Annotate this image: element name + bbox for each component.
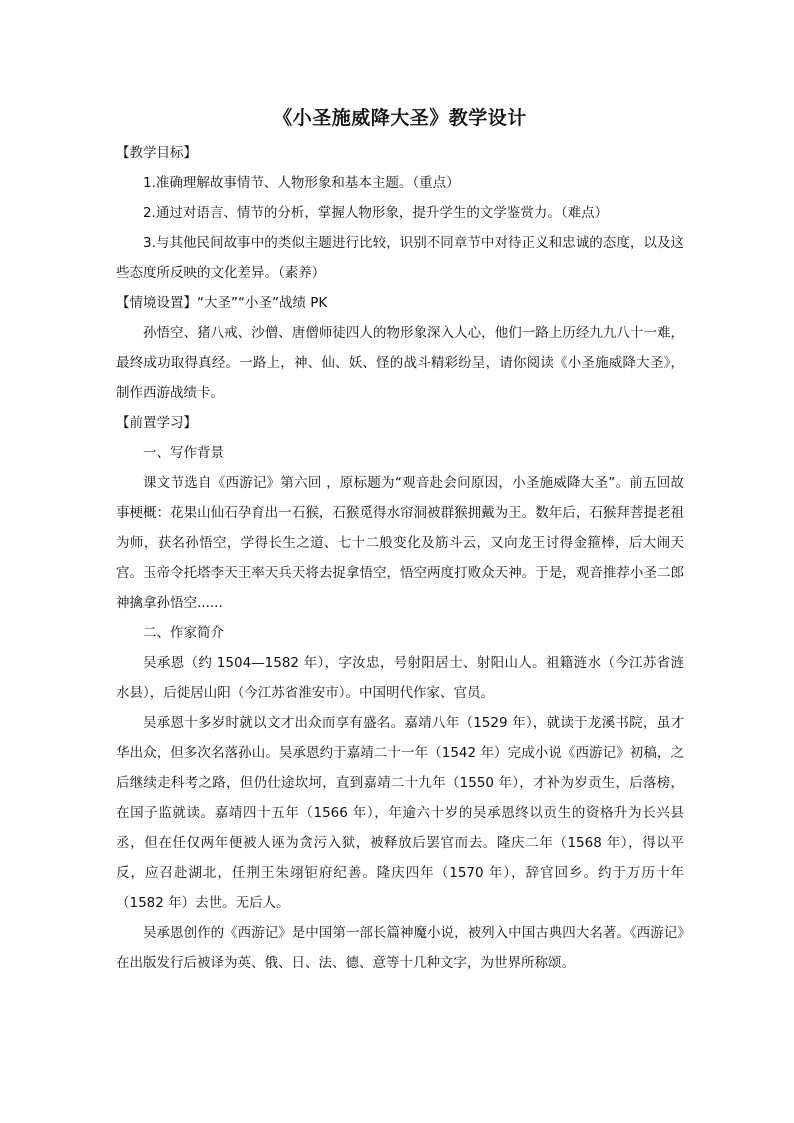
document-title: 《小圣施威降大圣》教学设计 (273, 107, 527, 129)
author-paragraph-1: 吴承恩（约 1504—1582 年），字汝忠，号射阳居士、射阳山人。祖籍涟水（今江苏省涟水县），后徙居山阳（今江苏省淮安市）。中国明代作家、官员。 (116, 655, 684, 701)
background-text: 课文节选自《西游记》第六回 ，原标题为“观音赴会问原因，小圣施威降大圣”。前五回故事梗概：花果山仙石孕育出一石猴，石猴觅得水帘洞被群猴拥戴为王。数年后，石猴拜菩提老祖为师，获名孙悟空，学得长生之道、七十二般变化及筋斗云，又向龙王讨得金箍棒，后大闹天宫。玉帝令托塔李天王率天兵天将去捉拿悟空，悟空两度打败众天神。于是，观音推荐小圣二郎神擒拿孙悟空...... (116, 475, 684, 611)
goals-heading: 【教学目标】 (116, 145, 197, 161)
goal-item-3: 3.与其他民间故事中的类似主题进行比较，识别不同章节中对待正义和忠诚的态度，以及这些态度所反映的文化差异。（素养） (116, 235, 684, 281)
scenario-heading: 【情境设置】“大圣”“小圣”战绩 PK (116, 295, 328, 311)
goal-item-2: 2.通过对语言、情节的分析，掌握人物形象，提升学生的文学鉴赏力。（难点） (143, 205, 609, 221)
scenario-text: 孙悟空、猪八戒、沙僧、唐僧师徒四人的物形象深入人心，他们一路上历经九九八十一难，最终成功取得真经。一路上，神、仙、妖、怪的战斗精彩纷呈，请你阅读《小圣施威降大圣》，制作西游战绩卡。 (116, 325, 684, 401)
author-heading: 二、作家简介 (143, 625, 224, 641)
preview-heading: 【前置学习】 (116, 415, 197, 431)
author-paragraph-3: 吴承恩创作的《西游记》是中国第一部长篇神魔小说，被列入中国古典四大名著。《西游记》在出版发行后被译为英、俄、日、法、德、意等十几种文字，为世界所称颂。 (116, 925, 684, 971)
background-heading: 一、写作背景 (143, 445, 224, 461)
goal-item-1: 1.准确理解故事情节、人物形象和基本主题。（重点） (143, 175, 460, 191)
author-paragraph-2: 吴承恩十多岁时就以文才出众而享有盛名。嘉靖八年（1529 年），就读于龙溪书院，虽才华出众，但多次名落孙山。吴承恩约于嘉靖二十一年（1542 年）完成小说《西游记》初稿，之后继续走科考之路，但仍仕途坎坷，直到嘉靖二十九年（1550 年），才补为岁贡生，后落榜，在国子监就读。嘉靖四十五年（1566 年），年逾六十岁的吴承恩终以贡生的资格升为长兴县丞，但在任仅两年便被人诬为贪污入狱，被释放后罢官而去。隆庆二年（1568 年），得以平反，应召赴湖北，任荆王朱翊钜府纪善。隆庆四年（1570 年），辞官回乡。约于万历十年（1582 年）去世。无后人。 (116, 715, 684, 911)
